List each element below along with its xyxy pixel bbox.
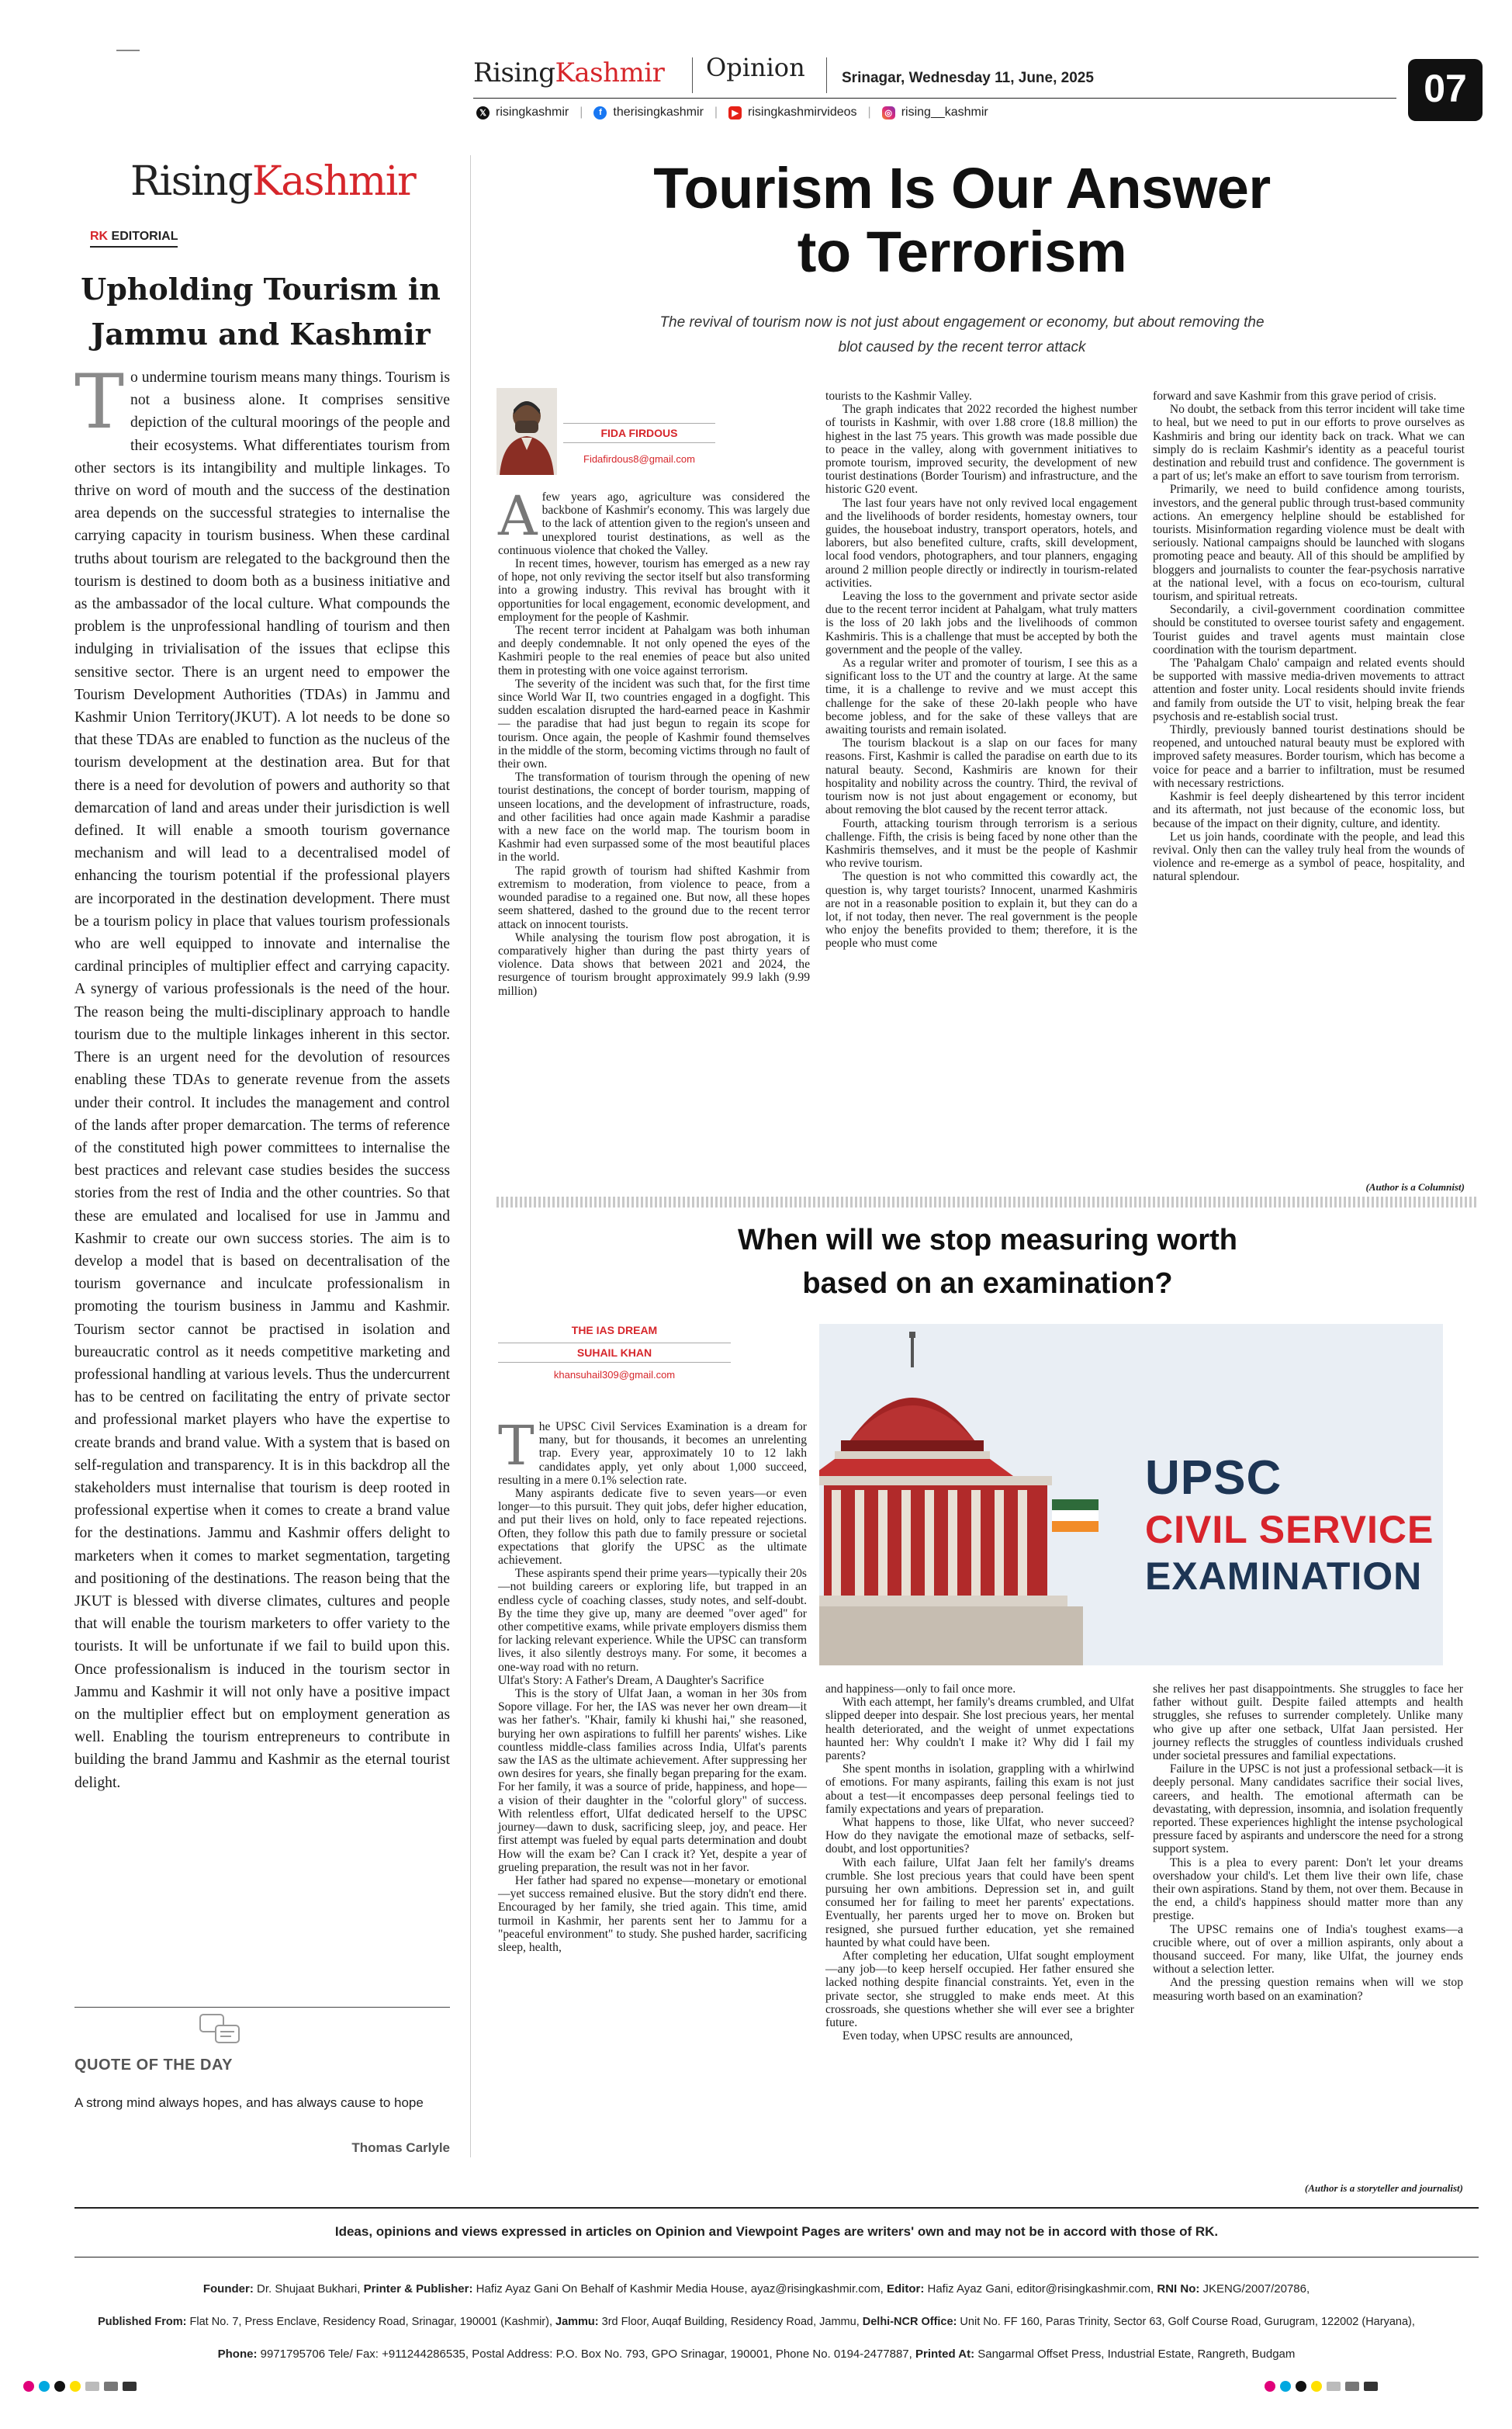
article2-paragraph: Her father had spared no expense—monetary or emotional—yet success remained elusive. But the story didn't end there. Encouraged by her family, she tried again. This time, amid turmoil in Kashmir, her parents sent her to Jammu for a "peaceful environment" to study. She pushed harder, sacrificing sleep, health,	[498, 1873, 807, 1954]
imprint-text: JKENG/2007/20786,	[1199, 2282, 1310, 2296]
article1-column-3	[1153, 390, 1465, 884]
article2-title	[497, 1218, 1479, 1305]
instagram-icon[interactable]: ◎	[882, 106, 895, 120]
imprint-line-2	[16, 2314, 1497, 2330]
imprint-text: Unit No. FF 160, Paras Trinity, Sector 63, Golf Course Road, Gurugram, 122002 (Haryana),	[957, 2316, 1415, 2328]
imprint-label: Editor:	[886, 2282, 925, 2296]
imprint-line-1	[31, 2282, 1482, 2297]
article1-title-line2: to Terrorism	[797, 220, 1127, 284]
quote-icon	[199, 2013, 242, 2047]
masthead[interactable]	[473, 57, 664, 88]
x-icon[interactable]: 𝕏	[476, 106, 490, 120]
article1-paragraph: The rapid growth of tourism had shifted Kashmir from extremism to moderation, from violence to peace, from a wounded paradise to a regained one. But now, all these hopes seem shattered, dashed to the ground due to the recent terror attack on innocent tourists.	[498, 864, 810, 931]
header-rule	[473, 98, 1396, 99]
imprint-label: Jammu:	[555, 2316, 599, 2328]
article2-paragraph: Failure in the UPSC is not just a professional setback—it is deeply personal. Many candidates sacrifice their social lives, careers, and health. The emotional aftermath can be devastating, with depression, insomnia, and isolation frequently reported. These experiences highlight the intense psychological pressure faced by aspirants and underscore the need for a strong support system.	[1153, 1762, 1463, 1856]
article2-paragraph: he UPSC Civil Services Examination is a dream for many, but for thousands, it becomes an unrelenting trap. Every year, approximately 10 to 12 lakh candidates apply, yet only about 1,000 succeed, resulting in a mere 0.1% selection rate.	[498, 1420, 807, 1487]
dateline: Srinagar, Wednesday 11, June, 2025	[842, 70, 1094, 86]
imprint-label: Printer & Publisher:	[363, 2282, 473, 2296]
article1-paragraph: The tourism blackout is a slap on our faces for many reasons. First, Kashmir is called the paradise on earth due to its natural beauty. Second, Kashmiris are known for their hospitality and nobility across the country. Third, the revival of tourism now is not just about engagement or economy, but about removing the blot caused by the recent terror attack.	[825, 736, 1137, 817]
article1-paragraph: The 'Pahalgam Chalo' campaign and related events should be supported with massive media-driven movements to attract attention and foster unity. Local residents should invite friends and family from outside the UT to visit, helping break the fear psychosis and re-establish social trust.	[1153, 657, 1465, 723]
article2-paragraph: This is the story of Ulfat Jaan, a woman in her 30s from Sopore village. For her, the IAS was never her own dream—it was her father's. "Khair, family ki khushi hai," she reasoned, burying her own aspirations to fulfill her parents' wishes. Like countless middle-class families across India, Ulfat's parents saw the IAS as the ultimate achievement. After suppressing her own desires for years, she finally began preparing for the exam. For her family, it was a source of pride, happiness, and hope—a vision of their daughter in the "colorful glory" of success. With relentless effort, Ulfat dedicated herself to the UPSC journey—dawn to dusk, sacrificing sleep, joy, and peace. Her first attempt was fueled by equal parts determination and doubt How will the exam be? Can I crack it? Yet, despite a year of grueling preparation, the result was not in her favor.	[498, 1687, 807, 1874]
article2-paragraph: And the pressing question remains when will we stop measuring worth based on an examination?	[1153, 1976, 1463, 2003]
article1-paragraph: The transformation of tourism through the opening of new tourist destinations, the concept of border tourism, mapping of unseen locations, and the development of infrastructure, roads, and other facilities had once again made Kashmir a paradise with a new face on the world map. The tourism boom in Kashmir had even surpassed some of the most beautiful places in the world.	[498, 771, 810, 865]
article1-paragraph: No doubt, the setback from this terror incident will take time to heal, but we need to put in our efforts to prove ourselves as Kashmiris and bring our identity back on track. What we can simply do is reclaim Kashmir's identity as a peaceful tourist destination and rebuild trust and confidence. The government is a part of us; let's make an effort to save tourism from terrorism.	[1153, 403, 1465, 483]
facebook-icon[interactable]: f	[593, 106, 607, 120]
youtube-icon[interactable]: ▶	[728, 106, 742, 120]
article1-email[interactable]: Fidafirdous8@gmail.com	[583, 453, 695, 465]
article1-paragraph: Let us join hands, coordinate with the people, and lead this revival. Only then can the valley truly heal from the wounds of violence and re-emerge as a symbol of peace, hospitality, and natural splendour.	[1153, 830, 1465, 884]
article1-paragraph: In recent times, however, tourism has emerged as a new ray of hope, not only reviving the sector itself but also transforming into a growing industry. This revival has brought with it opportunities for local engagement, economic development, and employment for the people of Kashmir.	[498, 557, 810, 624]
quote-label: QUOTE OF THE DAY	[74, 2057, 233, 2074]
article1-paragraph: While analysing the tourism flow post abrogation, it is comparatively higher than during the past thirty years of violence. Data shows that between 2021 and 2024, the resurgence of tourism brought approximately 99.9 lakh (9.99 million)	[498, 930, 810, 998]
article2-email[interactable]: khansuhail309@gmail.com	[553, 1369, 676, 1381]
article2-paragraph: What happens to those, like Ulfat, who never succeed? How do they navigate the emotional maze of setbacks, self-doubt, and lost opportunities?	[825, 1816, 1134, 1856]
footer-disclaimer: Ideas, opinions and views expressed in articles on Opinion and Viewpoint Pages are writers' own and may not be in accord with those of RK.	[334, 2224, 1219, 2239]
imprint-label: Delhi-NCR Office:	[862, 2316, 957, 2328]
article1-paragraph: tourists to the Kashmir Valley.	[825, 390, 972, 403]
social-x-label[interactable]: risingkashmir	[496, 106, 569, 119]
article2-column-3	[1153, 1682, 1463, 2003]
editorial-label	[90, 230, 178, 248]
article2-paragraph: She spent months in isolation, grappling with a whirlwind of emotions. For many aspirants, failing this exam is not just about a test—it encompasses deep personal feelings tied to family expectations and years of preparation.	[825, 1762, 1134, 1816]
column-divider	[470, 155, 471, 2157]
article2-dropcap: T	[498, 1414, 535, 1478]
article2-title-line2: based on an examination?	[802, 1267, 1173, 1300]
article1-subtitle: The revival of tourism now is not just about engagement or economy, but about removing the blot caused by the recent terror attack	[659, 314, 1265, 355]
header-divider	[692, 57, 693, 93]
article2-paragraph: This is a plea to every parent: Don't let your dreams overshadow your child's. Let them live their own life, chase their own aspirations. Stand by them, not over them. Because in the end, a child's happiness should matter more than any prestige.	[1153, 1856, 1463, 1923]
article1-paragraph: As a regular writer and promoter of tourism, I see this as a significant loss to the UT and the country at large. At the same time, it is a challenge to revive and we must accept this challenge for the sake of these 20-lakh people who have become jobless, and for the sake of these valleys that are awaiting tourists and remain isolated.	[825, 657, 1137, 737]
imprint-text: Flat No. 7, Press Enclave, Residency Road, Srinagar, 190001 (Kashmir),	[186, 2316, 556, 2328]
imprint-label: Phone:	[217, 2348, 258, 2361]
article1-paragraph: Thirdly, previously banned tourist destinations should be reopened, and untouched natural beauty must be explored with improved safety measures. Border tourism, which has become a voice for peace and a barrier to infiltration, must be resumed with necessary restrictions.	[1153, 723, 1465, 790]
article2-column-2	[825, 1682, 1134, 2043]
imprint-text: Hafiz Ayaz Gani On Behalf of Kashmir Media House, ayaz@risingkashmir.com,	[472, 2282, 887, 2296]
quote-rule	[74, 2007, 450, 2008]
article2-title-line1: When will we stop measuring worth	[738, 1224, 1237, 1256]
header-divider-2	[826, 57, 827, 93]
article1-paragraph: Fourth, attacking tourism through terrorism is a serious challenge. Fifth, the crisis is being faced by none other than the Kashmiris themselves, and it must be the people of Kashmir who revive tourism.	[825, 816, 1137, 871]
article1-column-2	[825, 390, 1137, 951]
article1-paragraph: The recent terror incident at Pahalgam was both inhuman and deeply condemnable. It not only opened the eyes of the Kashmiri people to the real enemies of peace but also united them in protesting with one voice against terrorism.	[498, 624, 810, 677]
article2-paragraph: After completing her education, Ulfat sought employment—any job—to keep herself occupied. Her father ensured she lacked nothing despite financial constraints. Yet, even in the private sector, she struggled to make ends meet. At this crossroads, she questions whether she will ever see a brighter future.	[825, 1949, 1134, 2030]
article1-dropcap: A	[498, 484, 538, 548]
article2-paragraph: These aspirants spend their prime years—typically their 20s—not building careers or exploring life, but trapped in an endless cycle of coaching classes, study notes, and self-doubt. By the time they give up, many are deemed "over aged" for other competitive exams, while private employers dismiss them for lacking relevant experience. While the UPSC can transform lives, it also silently destroys many. For some, it becomes a one-way road with no return.	[498, 1567, 807, 1674]
social-youtube-label[interactable]: risingkashmirvideos	[748, 106, 857, 119]
article2-paragraph: and happiness—only to fail once more.	[825, 1682, 1016, 1696]
article1-paragraph: The last four years have not only revived local engagement and the livelihoods of border residents, homestay owners, tour guides, the houseboat industry, transport operators, hotels, and laborers, but also benefited culture, crafts, skill development, local food vendors, photographers, and tour planners, engaging around 2 million people directly or indirectly in tourism-related activities.	[825, 496, 1137, 590]
article1-paragraph: The graph indicates that 2022 recorded the highest number of tourists in Kashmir, with over 1.88 crore (18.8 million) the highest in the last 75 years. This growth was made possible due to peace in the valley, along with government initiatives to promote tourism, improved security, the development of new tourist destinations (Border Tourism) and infrastructure, and the historic G20 event.	[825, 403, 1137, 497]
article1-title	[497, 157, 1427, 284]
article1-paragraph: few years ago, agriculture was considered the backbone of Kashmir's economy. This was largely due to the lack of attention given to the region's unseen and unexplored tourist destinations, as well as the continuous violence that choked the Valley.	[498, 490, 810, 557]
article2-paragraph: With each failure, Ulfat Jaan felt her family's dreams crumble. She lost precious years that could have been spent pursuing her own ambitions. Depression set in, and guilt consumed her for failing to meet her parents' expectations. Eventually, her parents urged her to move on. Broken but resigned, she pursued further education, yet she remained haunted by what could have been.	[825, 1856, 1134, 1949]
article2-paragraph: With each attempt, her family's dreams crumbled, and Ulfat slipped deeper into despair. She lost precious years, her mental health deteriorated, and the weight of unmet expectations haunted her: Why couldn't I make it? Why did I fail my parents?	[825, 1696, 1134, 1763]
article2-paragraph: Many aspirants dedicate five to seven years—or even longer—to this pursuit. They quit jobs, defer higher education, and put their lives on hold, only to face repeated rejections. Often, they follow this path due to family pressure or societal expectations that glorify the UPSC as the ultimate achievement.	[498, 1487, 807, 1568]
article2-subhead: Ulfat's Story: A Father's Dream, A Daughter's Sacrifice	[498, 1673, 764, 1687]
article2-paragraph: The UPSC remains one of India's toughest exams—a crucible where, out of over a million aspirants, only about a thousand succeed. For many, like Ulfat, the journey ends without a selection letter.	[1153, 1922, 1463, 1977]
supreme-court-dome-icon	[819, 1324, 1443, 1665]
article1-column-1	[498, 484, 810, 998]
article2-byline	[498, 1324, 731, 1381]
article2-paragraph: Even today, when UPSC results are announced,	[842, 2029, 1073, 2043]
imprint-text: Hafiz Ayaz Gani, editor@risingkashmir.com,	[924, 2282, 1157, 2296]
author-photo-fida	[497, 388, 557, 475]
article1-author: FIDA FIRDOUS	[563, 423, 715, 443]
article2-author: SUHAIL KHAN	[498, 1343, 731, 1363]
upsc-illustration	[819, 1324, 1443, 1665]
article1-paragraph: forward and save Kashmir from this grave period of crisis.	[1153, 390, 1437, 403]
social-facebook-label[interactable]: therisingkashmir	[613, 106, 704, 119]
editorial-dropcap: T	[74, 359, 125, 445]
editorial-logo-kashmir: Kashmir	[251, 158, 416, 205]
masthead-rising: Rising	[473, 57, 555, 88]
imprint-text: Sangarmal Offset Press, Industrial Estate, Rangreth, Budgam	[974, 2348, 1296, 2361]
editorial-text: o undermine tourism means many things. Tourism is not a business alone. It comprises sensitive depiction of the cultural moorings of the people and their ecosystems. What differentiates tourism from other sectors is its intangibility and multiple linkages. To thrive on word of mouth and the success of the destination area depends on the successful strategies to internalise the carrying capacity in tourism business. When these cardinal truths about tourism are relegated to the background then the tourism is destined to doom both as a business initiative and as the ambassador of the local culture. What compounds the problem is the unprofessional handling of tourism and then indulging in trivialisation of the issues that eclipse this sensitive sector. There is an urgent need to empower the Tourism Development Authorities (TDAs) in Jammu and Kashmir Union Territory(JKUT). A lot needs to be done so that these TDAs are enabled to function as the nucleus of the tourism development at the destination area. But for that there is a need for devolution of powers and authority so that demarcation of land and areas under their jurisdiction is well defined. It will enable a smooth tourism governance mechanism and will lead to a decentralised model of enhancing the tourism potential if the professional players are incorporated in the destination development. There must be a tourism policy in place that values tourism professionals who are well equipped to innovate and internalise the cardinal principles of multiplier effect and carrying capacity. A synergy of various professionals is the need of the hour. The reason being the multi-disciplinary approach to handle tourism due to the multiple linkages inherent in this sector. There is an urgent need for the devolution of resources enabling these TDAs to generate revenue from the assets under their control. It includes the management and control of the lands after proper demarcation. The terms of reference of the constituted high power committees to internalise the best practices and relevant case studies besides the success stories from the rest of India and the other countries. So that these are emulated and localised for use in Jammu and Kashmir to create our own success stories. The aim is to develop a model that is based on decentralisation of the tourism governance and inculcate professionalism in promoting the tourism business in Jammu and Kashmir. Tourism sector cannot be practised in isolation and bureaucratic control as it needs competitive marketing and professional handling at various levels. Thus the undercurrent has to be centred on facilitating the entry of private sector and professional market players who have the expertise to create brands and brand value. With a system that is based on self-regulation and transparency. It is in this backdrop all the stakeholders must internalise that tourism is deep rooted in professional expertise when it comes to create a brand value for the destinations. Jammu and Kashmir offers delight to marketers when it comes to market segmentation, targeting and positioning of the destinations. The reason being that the JKUT is blessed with diverse climates, cultures and people that will enable the tourism marketers to offer variety to the tourists. It will be unfortunate if we fail to build upon this. Once professionalism is induced in the tourism sector in Jammu and Kashmir it will not only have a positive impact on the multiplier effect but on employment generation as well. Enabling the tourism entrepreneurs to contribute in building the brand Jammu and Kashmir as the eternal tourist delight.	[74, 369, 450, 1791]
masthead-kashmir: Kashmir	[555, 57, 665, 88]
social-links: 𝕏 risingkashmir | f therisingkashmir | ▶ risingkashmirvideos | ◎ rising__kashmir	[476, 106, 988, 120]
color-bar-right	[1265, 2381, 1378, 2392]
imprint-text: 9971795706 Tele/ Fax: +911244286535, Postal Address: P.O. Box No. 793, GPO Srinagar, 190001, Phone No. 0194-2477887,	[257, 2348, 915, 2361]
footer-rule-top	[74, 2207, 1479, 2209]
image-text-civil-service: CIVIL SERVICE	[1145, 1508, 1434, 1551]
registration-mark-top	[116, 50, 140, 51]
article2-paragraph: she relives her past disappointments. She struggles to face her father without guilt. Despite failed attempts and health struggles, she refuses to surrender completely. Unlike many who give up after one setback, Ulfat Jaan persisted. Her journey reflects the struggles of countless individuals crushed under societal pressures and familial expectations.	[1153, 1682, 1463, 1763]
imprint-label: Founder:	[202, 2282, 254, 2296]
article2-series: THE IAS DREAM	[571, 1324, 658, 1336]
image-text-examination: EXAMINATION	[1145, 1554, 1423, 1598]
article1-paragraph: Kashmir is feel deeply disheartened by this terror incident and its aftermath, not just because of the economic loss, but because of the impact on their dignity, culture, and identity.	[1153, 790, 1465, 830]
section-separator	[497, 1197, 1479, 1208]
imprint-label: RNI No:	[1157, 2282, 1200, 2296]
article1-paragraph: Leaving the loss to the government and private sector aside due to the recent terror incident at Pahalgam, what truly matters is the loss of 20 lakh jobs and the livelihoods of common Kashmiris. This is a challenge that must be accepted by both the government and the people of the valley.	[825, 590, 1137, 657]
rk-mark: RK	[90, 230, 109, 243]
editorial-logo-rising: Rising	[130, 158, 252, 205]
page-number: 07	[1408, 59, 1483, 121]
article1-signoff: (Author is a Columnist)	[1365, 1181, 1465, 1193]
section-name: Opinion	[706, 53, 805, 82]
editorial-title: Upholding Tourism in Jammu and Kashmir	[81, 272, 441, 352]
editorial-body	[74, 359, 450, 1794]
color-bar-left	[23, 2381, 137, 2392]
article2-column-1	[498, 1414, 807, 1954]
article1-title-line1: Tourism Is Our Answer	[653, 156, 1271, 220]
article2-signoff: (Author is a storyteller and journalist)	[1304, 2182, 1463, 2194]
imprint-text: 3rd Floor, Auqaf Building, Residency Road, Jammu,	[598, 2316, 863, 2328]
imprint-label: Printed At:	[915, 2348, 975, 2361]
article1-paragraph: The question is not who committed this cowardly act, the question is, why target tourists? Innocent, unarmed Kashmiris are not in a reasonable position to explain it, but they can do a lot, if not today, then never. The real government is the people who enjoy the benefits provided to them; therefore, it is the people who must come	[825, 870, 1137, 951]
imprint-line-3	[31, 2347, 1482, 2362]
image-text-upsc: UPSC	[1145, 1451, 1282, 1505]
quote-author: Thomas Carlyle	[351, 2140, 450, 2155]
article1-paragraph: Primarily, we need to build confidence among tourists, investors, and the general public through trust-based community actions. An emergency helpline should be established for tourists. Misinformation regarding violence must be dealt with seriously. National campaigns should be launched with slogans promoting peace and beauty. All of this should be amplified by bloggers and journalists to counter the fear-psychosis narrative at the national level, with a focus on eco-tourism, cultural tourism, and spiritual retreats.	[1153, 483, 1465, 604]
social-instagram-label[interactable]: rising__kashmir	[901, 106, 988, 119]
editorial-label-text: EDITORIAL	[108, 230, 178, 243]
article1-paragraph: The severity of the incident was such that, for the first time since World War II, two countries engaged in a dogfight. This sudden escalation disrupted the hard-earned peace in Kashmir — the paradise that had just begun to regain its scope for tourism. Once again, the people of Kashmir found themselves in the middle of the storm, becoming victims through no fault of their own.	[498, 677, 810, 771]
imprint-text: Dr. Shujaat Bukhari,	[253, 2282, 364, 2296]
quote-text: A strong mind always hopes, and has always cause to hope	[74, 2095, 424, 2110]
editorial-logo	[130, 158, 415, 205]
article1-paragraph: Secondarily, a civil-government coordination committee should be constituted to oversee tourist safety and engagement. Tourist guides and travel agents must maintain close coordination with the tourism department.	[1153, 603, 1465, 657]
imprint-label: Published From:	[98, 2316, 187, 2328]
